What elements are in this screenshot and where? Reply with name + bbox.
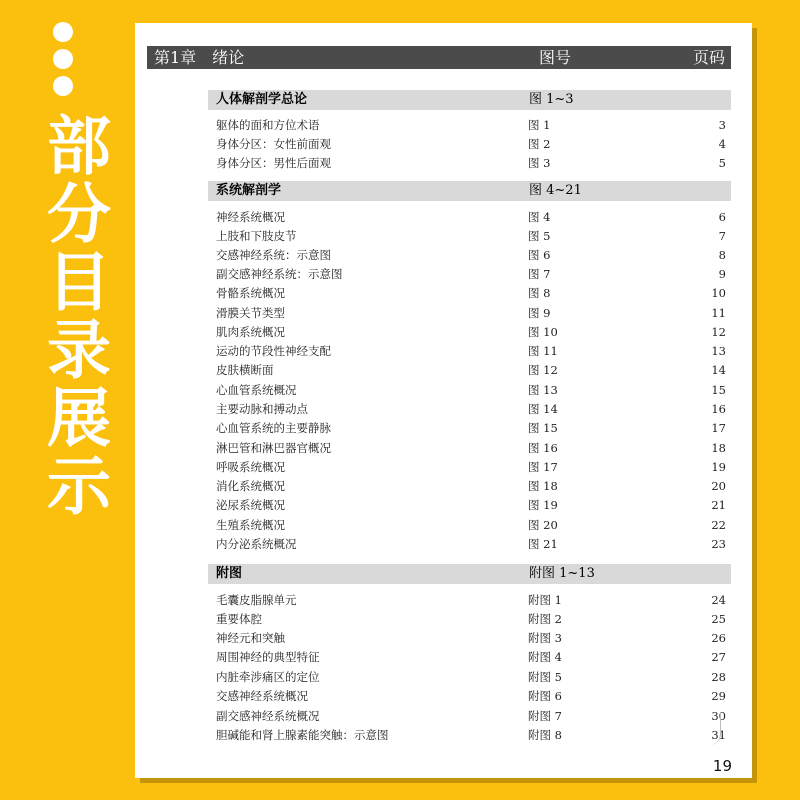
- entry-name: 副交感神经系统：示意图: [216, 267, 343, 281]
- entry-page: 30: [711, 709, 726, 723]
- entry-figure: 附图 2: [528, 612, 562, 626]
- side-title: 部分目录展示: [36, 112, 110, 520]
- section-header: [208, 564, 731, 584]
- section-figure-range: 图 1~3: [529, 92, 574, 107]
- entry-page: 26: [711, 631, 726, 645]
- toc-entry: [216, 361, 726, 379]
- entry-name: 呼吸系统概况: [216, 460, 285, 474]
- entry-name: 上肢和下肢皮节: [216, 229, 297, 243]
- toc-entry: [216, 265, 726, 283]
- toc-entry: [216, 535, 726, 553]
- entry-page: 15: [711, 383, 726, 397]
- entry-page: 12: [711, 325, 726, 339]
- entry-figure: 附图 5: [528, 670, 562, 684]
- entry-name: 身体分区：男性后面观: [216, 156, 331, 170]
- entry-figure: 图 10: [528, 325, 558, 339]
- entry-name: 滑膜关节类型: [216, 306, 285, 320]
- section-title: 人体解剖学总论: [216, 92, 308, 107]
- toc-entry: [216, 591, 726, 609]
- entry-page: 5: [718, 156, 726, 170]
- toc-entry: [216, 304, 726, 322]
- entry-figure: 图 21: [528, 537, 558, 551]
- toc-entry: [216, 400, 726, 418]
- entry-page: 27: [711, 650, 726, 664]
- entry-figure: 附图 4: [528, 650, 562, 664]
- entry-page: 16: [711, 402, 726, 416]
- entry-name: 心血管系统的主要静脉: [216, 421, 331, 435]
- entry-page: 9: [718, 267, 726, 281]
- entry-figure: 图 6: [528, 248, 551, 262]
- entry-figure: 附图 7: [528, 709, 562, 723]
- entry-name: 神经元和突触: [216, 631, 285, 645]
- entry-name: 主要动脉和搏动点: [216, 402, 308, 416]
- section-figure-range: 图 4~21: [529, 183, 582, 198]
- entry-name: 生殖系统概况: [216, 518, 285, 532]
- entry-name: 内脏牵涉痛区的定位: [216, 670, 320, 684]
- entry-figure: 图 8: [528, 286, 551, 300]
- entry-page: 31: [711, 728, 726, 742]
- dot-icon: [53, 49, 73, 69]
- section-header: [208, 90, 731, 110]
- toc-entry: [216, 135, 726, 153]
- entry-name: 骨骼系统概况: [216, 286, 285, 300]
- entry-name: 皮肤横断面: [216, 363, 274, 377]
- toc-entry: [216, 342, 726, 360]
- entry-name: 运动的节段性神经支配: [216, 344, 331, 358]
- entry-page: 17: [711, 421, 726, 435]
- entry-name: 身体分区：女性前面观: [216, 137, 331, 151]
- column-page-header: 页码: [692, 48, 725, 67]
- toc-entry: [216, 458, 726, 476]
- column-figure-header: 图号: [539, 48, 572, 67]
- entry-page: 25: [711, 612, 726, 626]
- entry-figure: 图 3: [528, 156, 551, 170]
- entry-figure: 图 15: [528, 421, 558, 435]
- toc-entry: [216, 516, 726, 534]
- entry-name: 胆碱能和肾上腺素能突触：示意图: [216, 728, 389, 742]
- toc-entry: [216, 246, 726, 264]
- entry-figure: 图 5: [528, 229, 551, 243]
- entry-figure: 附图 1: [528, 593, 562, 607]
- toc-entry: [216, 116, 726, 134]
- entry-page: 7: [718, 229, 726, 243]
- entry-page: 23: [711, 537, 726, 551]
- entry-figure: 图 4: [528, 210, 551, 224]
- entry-page: 22: [711, 518, 726, 532]
- entry-page: 10: [711, 286, 726, 300]
- toc-entry: [216, 687, 726, 705]
- entry-page: 19: [711, 460, 726, 474]
- chapter-title: 第1章 绪论: [154, 48, 245, 67]
- section-title: 系统解剖学: [216, 183, 282, 198]
- entry-figure: 图 19: [528, 498, 558, 512]
- section-header: [208, 181, 731, 201]
- toc-entry: [216, 284, 726, 302]
- entry-figure: 附图 8: [528, 728, 562, 742]
- chapter-header: [147, 46, 731, 69]
- entry-figure: 图 11: [528, 344, 558, 358]
- entry-page: 11: [711, 306, 726, 320]
- toc-entry: [216, 629, 726, 647]
- toc-page: [135, 23, 752, 778]
- entry-page: 3: [718, 118, 726, 132]
- page-number: 19: [712, 757, 732, 775]
- entry-page: 21: [711, 498, 726, 512]
- toc-entry: [216, 496, 726, 514]
- entry-page: 6: [718, 210, 726, 224]
- entry-figure: 图 9: [528, 306, 551, 320]
- entry-name: 重要体腔: [216, 612, 262, 626]
- decorative-dots: [53, 22, 75, 103]
- entry-name: 躯体的面和方位术语: [216, 118, 320, 132]
- entry-figure: 图 14: [528, 402, 558, 416]
- entry-page: 14: [711, 363, 726, 377]
- entry-figure: 图 12: [528, 363, 558, 377]
- entry-name: 毛囊皮脂腺单元: [216, 593, 297, 607]
- entry-page: 4: [718, 137, 726, 151]
- entry-figure: 图 16: [528, 441, 558, 455]
- entry-name: 心血管系统概况: [216, 383, 297, 397]
- entry-page: 24: [711, 593, 726, 607]
- entry-name: 内分泌系统概况: [216, 537, 297, 551]
- entry-name: 神经系统概况: [216, 210, 285, 224]
- toc-entry: [216, 154, 726, 172]
- entry-name: 肌肉系统概况: [216, 325, 285, 339]
- entry-name: 交感神经系统概况: [216, 689, 308, 703]
- entry-name: 消化系统概况: [216, 479, 285, 493]
- entry-page: 13: [711, 344, 726, 358]
- toc-entry: [216, 610, 726, 628]
- entry-figure: 图 20: [528, 518, 558, 532]
- entry-page: 20: [711, 479, 726, 493]
- entry-name: 泌尿系统概况: [216, 498, 285, 512]
- toc-entry: [216, 707, 726, 725]
- entry-figure: 图 2: [528, 137, 551, 151]
- dot-icon: [53, 76, 73, 96]
- section-title: 附图: [216, 566, 243, 581]
- toc-entry: [216, 323, 726, 341]
- entry-figure: 图 7: [528, 267, 551, 281]
- dot-icon: [53, 22, 73, 42]
- section-figure-range: 附图 1~13: [529, 566, 595, 581]
- entry-figure: 图 13: [528, 383, 558, 397]
- entry-figure: 图 17: [528, 460, 558, 474]
- entry-name: 副交感神经系统概况: [216, 709, 320, 723]
- entry-figure: 图 1: [528, 118, 551, 132]
- toc-entry: [216, 668, 726, 686]
- toc-entry: [216, 419, 726, 437]
- toc-entry: [216, 726, 726, 744]
- entry-page: 18: [711, 441, 726, 455]
- entry-page: 28: [711, 670, 726, 684]
- toc-entry: [216, 227, 726, 245]
- entry-page: 29: [711, 689, 726, 703]
- toc-entry: [216, 208, 726, 226]
- toc-entry: [216, 477, 726, 495]
- entry-page: 8: [718, 248, 726, 262]
- entry-name: 周围神经的典型特征: [216, 650, 320, 664]
- entry-name: 交感神经系统：示意图: [216, 248, 331, 262]
- toc-entry: [216, 381, 726, 399]
- entry-figure: 附图 3: [528, 631, 562, 645]
- entry-name: 淋巴管和淋巴器官概况: [216, 441, 331, 455]
- entry-figure: 图 18: [528, 479, 558, 493]
- toc-entry: [216, 439, 726, 457]
- entry-figure: 附图 6: [528, 689, 562, 703]
- toc-entry: [216, 648, 726, 666]
